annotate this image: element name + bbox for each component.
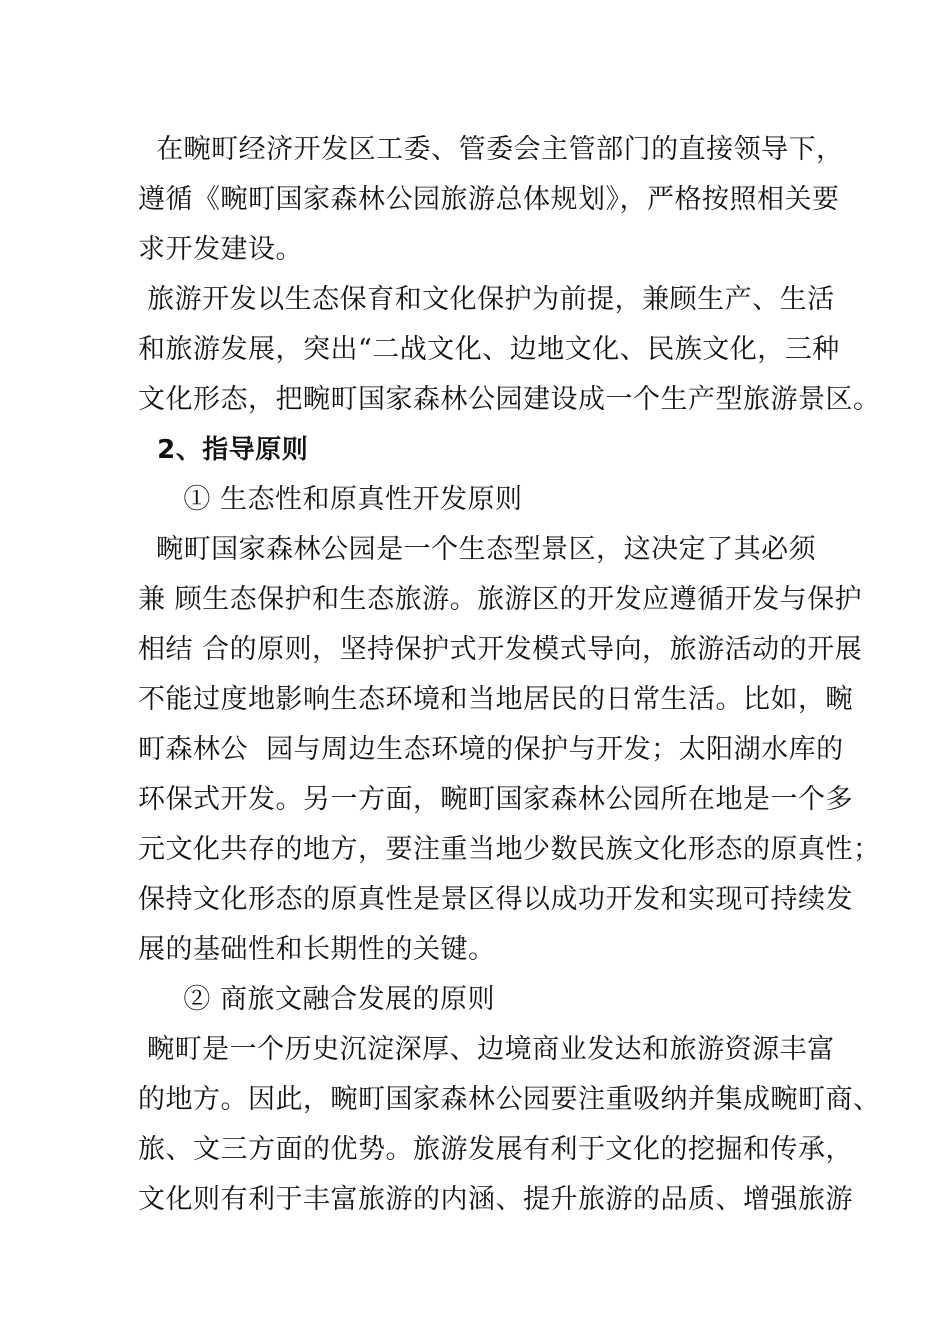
paragraph-line: 和旅游发展，突出“二战文化、边地文化、民族文化，三种: [138, 334, 840, 365]
paragraph-line: 相结 合的原则，坚持保护式开发模式导向，旅游活动的开展: [138, 634, 863, 665]
paragraph-line: 在畹町经济开发区工委、管委会主管部门的直接领导下，: [138, 134, 844, 165]
paragraph-line: 旅游开发以生态保育和文化保护为前提，兼顾生产、生活: [138, 284, 835, 315]
paragraph-line: 町森林公 园与周边生态环境的保护与开发；太阳湖水库的: [138, 734, 844, 765]
paragraph-line: 兼 顾生态保护和生态旅游。旅游区的开发应遵循开发与保护: [138, 584, 863, 615]
subsection-heading: ② 商旅文融合发展的原则: [138, 984, 495, 1015]
paragraph-line: 求开发建设。: [138, 234, 303, 265]
paragraph-line: 旅、文三方面的优势。旅游发展有利于文化的挖掘和传承，: [138, 1134, 853, 1165]
paragraph-line: 元文化共存的地方，要注重当地少数民族文化形态的原真性；: [138, 834, 881, 865]
subsection-heading: ① 生态性和原真性开发原则: [138, 484, 523, 515]
paragraph-line: 畹町国家森林公园是一个生态型景区，这决定了其必须: [138, 534, 817, 565]
section-heading: 2、指导原则: [138, 435, 309, 465]
paragraph-line: 遵循《畹町国家森林公园旅游总体规划》，严格按照相关要: [138, 184, 840, 215]
paragraph-line: 文化则有利于丰富旅游的内涵、提升旅游的品质、增强旅游: [138, 1184, 853, 1215]
paragraph-line: 的地方。因此，畹町国家森林公园要注重吸纳并集成畹町商、: [138, 1084, 881, 1115]
paragraph-line: 展的基础性和长期性的关键。: [138, 934, 496, 965]
paragraph-line: 畹町是一个历史沉淀深厚、边境商业发达和旅游资源丰富: [138, 1034, 835, 1065]
paragraph-line: 不能过度地影响生态环境和当地居民的日常生活。比如，畹: [138, 684, 853, 715]
paragraph-line: 文化形态，把畹町国家森林公园建设成一个生产型旅游景区。: [138, 384, 881, 415]
paragraph-line: 环保式开发。另一方面，畹町国家森林公园所在地是一个多: [138, 784, 853, 815]
paragraph-line: 保持文化形态的原真性是景区得以成功开发和实现可持续发: [138, 884, 853, 915]
